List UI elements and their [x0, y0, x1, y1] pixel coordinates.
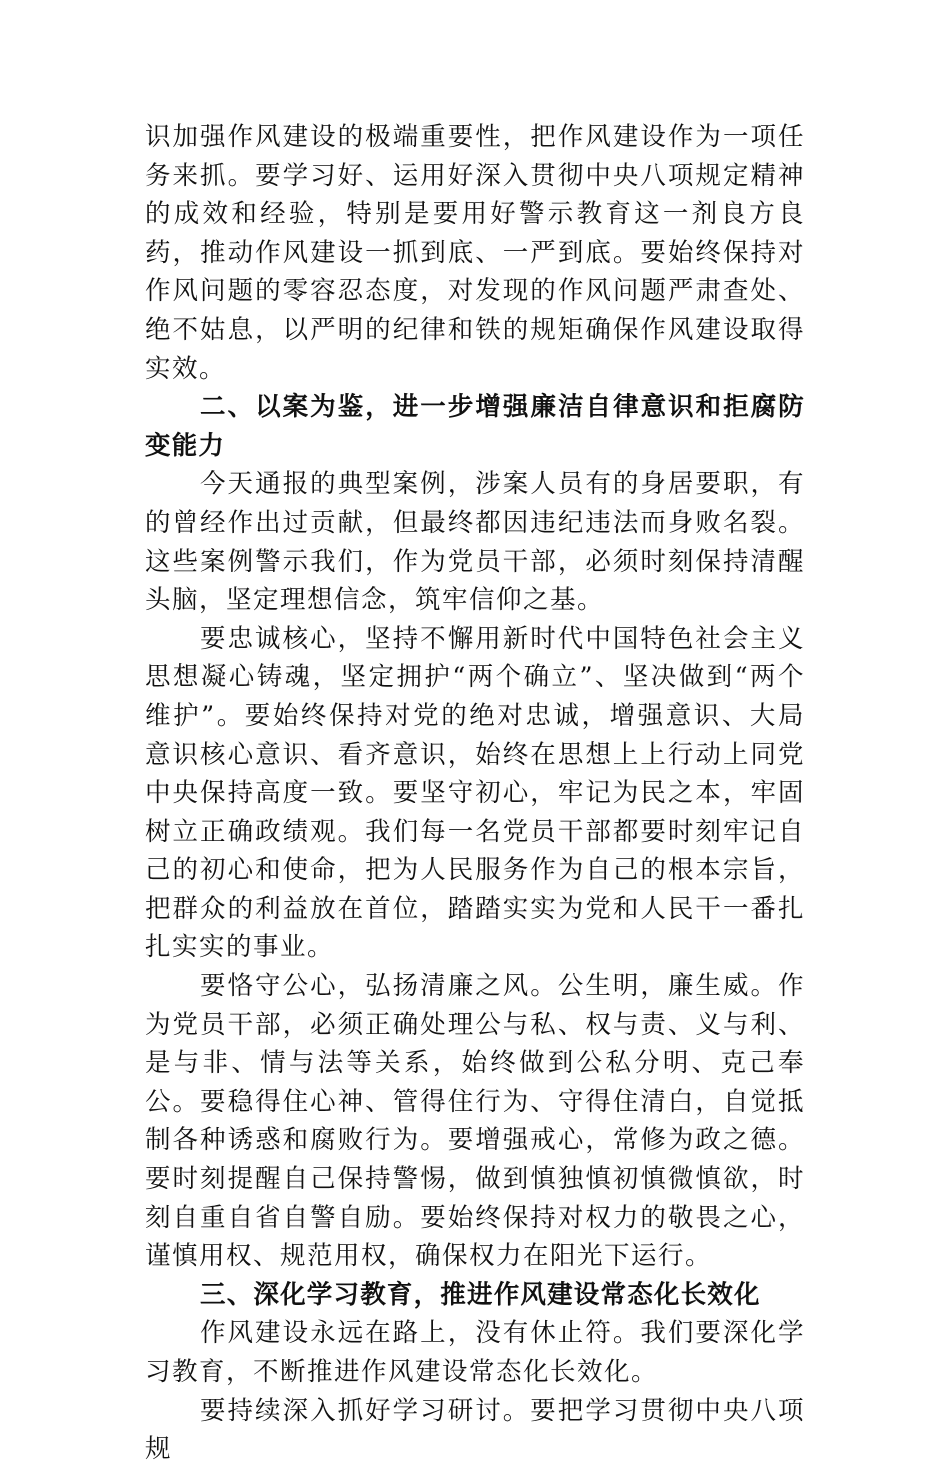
document-body	[145, 118, 805, 1469]
paragraph-style-building: 作风建设永远在路上，没有休止符。我们要深化学习教育，不断推进作风建设常态化长效化。	[145, 1318, 805, 1387]
section-heading-2: 二、以案为鉴，进一步增强廉洁自律意识和拒腐防变能力	[145, 392, 805, 461]
paragraph-public-mind: 要恪守公心，弘扬清廉之风。公生明，廉生威。作为党员干部，必须正确处理公与私、权与责、义与利、是与非、情与法等关系，始终做到公私分明、克己奉公。要稳得住心神、管得住行为、守得住清白，自觉抵制各种诱惑和腐败行为。要增强戒心，常修为政之德。要时刻提醒自己保持警惕，做到慎独慎初慎微慎欲，时刻自重自省自警自励。要始终保持对权力的敬畏之心，谨慎用权、规范用权，确保权力在阳光下运行。	[145, 971, 805, 1272]
paragraph-typical-cases: 今天通报的典型案例，涉案人员有的身居要职，有的曾经作出过贡献，但最终都因违纪违法而身败名裂。这些案例警示我们，作为党员干部，必须时刻保持清醒头脑，坚定理想信念，筑牢信仰之基。	[145, 469, 805, 616]
paragraph-intro-continued: 识加强作风建设的极端重要性，把作风建设作为一项任务来抓。要学习好、运用好深入贯彻中央八项规定精神的成效和经验，特别是要用好警示教育这一剂良方良药，推动作风建设一抓到底、一严到底。要始终保持对作风问题的零容忍态度，对发现的作风问题严肃查处、绝不姑息，以严明的纪律和铁的规矩确保作风建设取得实效。	[145, 122, 805, 384]
paragraph-study-seminar: 要持续深入抓好学习研讨。要把学习贯彻中央八项规	[145, 1395, 805, 1465]
paragraph-loyal-core: 要忠诚核心，坚持不懈用新时代中国特色社会主义思想凝心铸魂，坚定拥护“两个确立”、坚决做到“两个维护”。要始终保持对党的绝对忠诚，增强意识、大局意识核心意识、看齐意识，始终在思想上上行动上同党中央保持高度一致。要坚守初心，牢记为民之本，牢固树立正确政绩观。我们每一名党员干部都要时刻牢记自己的初心和使命，把为人民服务作为自己的根本宗旨，把群众的利益放在首位，踏踏实实为党和人民干一番扎扎实实的事业。	[145, 623, 805, 963]
section-heading-3: 三、深化学习教育，推进作风建设常态化长效化	[200, 1279, 761, 1310]
